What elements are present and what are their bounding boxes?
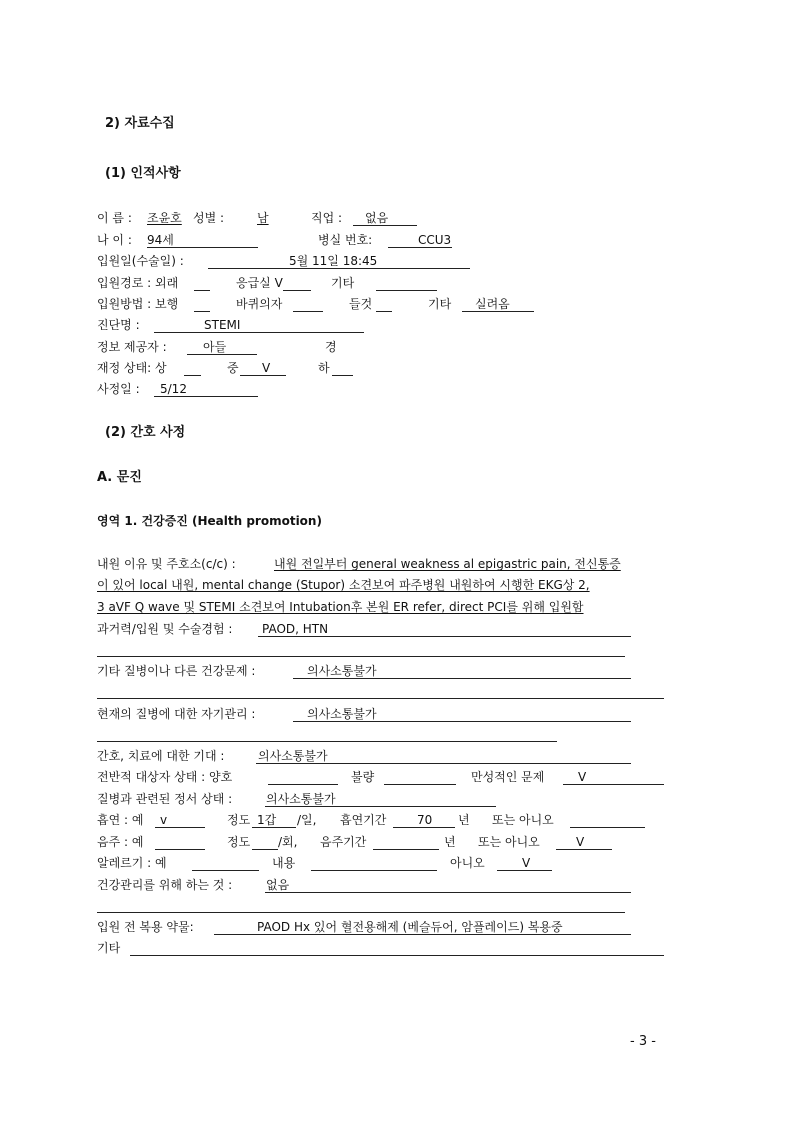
dx-value: STEMI	[204, 318, 241, 332]
drink-year-unit: 년	[444, 835, 456, 849]
section-data-collection: 2) 자료수집	[105, 116, 175, 131]
provider-label: 정보 제공자 :	[97, 340, 167, 354]
cc-line1: 내원 전일부터 general weakness al epigastric pain, 전신통증	[274, 557, 621, 571]
emotion-label: 질병과 관련된 정서 상태 :	[97, 792, 233, 806]
drink-years-label: 음주기간	[320, 835, 367, 849]
emotion-value: 의사소통불가	[266, 792, 336, 806]
admit-date: 5월 11일 18:45	[289, 254, 378, 268]
job-value: 없음	[365, 211, 389, 225]
overall-label: 전반적 대상자 상태 : 양호	[97, 770, 233, 784]
econ-label: 재정 상태: 상	[97, 361, 167, 375]
admit-label: 입원일(수술일) :	[97, 254, 184, 268]
section-interview: A. 문진	[97, 470, 142, 485]
method-stretcher: 들것	[349, 297, 373, 311]
allergy-no-value: V	[522, 856, 531, 870]
sex-value: 남	[257, 211, 269, 225]
meds-label: 입원 전 복용 약물:	[97, 920, 194, 934]
smoke-amount: 1갑	[257, 813, 277, 827]
method-etc-label: 기타	[428, 297, 452, 311]
job-label: 직업 :	[311, 211, 343, 225]
name-label: 이 름 :	[97, 211, 132, 225]
selfcare-label: 현재의 질병에 대한 자기관리 :	[97, 707, 256, 721]
provider-value: 아들	[203, 340, 227, 354]
section-nursing-history: (2) 간호 사정	[105, 425, 186, 440]
route-label: 입원경로 : 외래	[97, 276, 179, 290]
smoke-label: 흡연 : 예	[97, 813, 144, 827]
route-etc: 기타	[331, 276, 355, 290]
room-value: CCU3	[418, 233, 452, 247]
sex-label: 성별 :	[193, 211, 225, 225]
overall-chronic-value: V	[578, 770, 587, 784]
room-label: 병실 번호:	[318, 233, 373, 247]
allergy-no-label: 아니오	[450, 856, 485, 870]
drink-no-value: V	[576, 835, 585, 849]
econ-low: 하	[318, 361, 330, 375]
dx-label: 진단명 :	[97, 318, 140, 332]
drink-label: 음주 : 예	[97, 835, 144, 849]
expect-label: 간호, 치료에 대한 기대 :	[97, 749, 225, 763]
smoke-years-label: 흡연기간	[340, 813, 387, 827]
selfcare-value: 의사소통불가	[307, 707, 377, 721]
method-etc-value: 실려옴	[475, 297, 510, 311]
assess-date: 5/12	[160, 382, 187, 396]
allergy-label: 알레르기 : 예	[97, 856, 167, 870]
econ-mid-value: V	[262, 361, 271, 375]
drink-degree-label: 정도	[227, 835, 251, 849]
provider-extra: 경	[325, 340, 337, 354]
smoke-year-unit: 년	[458, 813, 470, 827]
smoke-years: 70	[417, 813, 433, 827]
cc-line3: 3 aVF Q wave 및 STEMI 소견보여 Intubation후 본원 ER refer, direct PCI를 위해 입원함	[97, 600, 584, 614]
drink-unit: /회,	[278, 835, 298, 849]
section-domain1: 영역 1. 건강증진 (Health promotion)	[97, 514, 322, 528]
smoke-or-no: 또는 아니오	[492, 813, 554, 827]
route-er: 응급실 V	[236, 276, 283, 290]
cc-line2: 이 있어 local 내원, mental change (Stupor) 소견보여 파주병원 내원하여 시행한 EKG상 2,	[97, 578, 590, 592]
age-label: 나 이 :	[97, 233, 132, 247]
method-wheel: 바퀴의자	[236, 297, 283, 311]
smoke-degree-label: 정도	[227, 813, 251, 827]
allergy-content-label: 내용	[272, 856, 296, 870]
overall-chronic: 만성적인 문제	[471, 770, 545, 784]
smoke-yes: v	[160, 813, 168, 827]
method-label: 입원방법 : 보행	[97, 297, 179, 311]
name-value: 조윤호	[147, 211, 182, 225]
assess-label: 사정일 :	[97, 382, 140, 396]
page-number: - 3 -	[630, 1034, 656, 1049]
etc-label: 기타	[97, 941, 121, 955]
age-value: 94세	[147, 233, 174, 247]
overall-bad: 불량	[351, 770, 375, 784]
mgmt-value: 없음	[266, 878, 290, 892]
econ-mid: 중	[227, 361, 239, 375]
cc-label: 내원 이유 및 주호소(c/c) :	[97, 557, 236, 571]
other-label: 기타 질병이나 다른 건강문제 :	[97, 664, 256, 678]
section-personal-info: (1) 인적사항	[105, 166, 181, 181]
meds-value: PAOD Hx 있어 혈전용해제 (베슬듀어, 암플레이드) 복용중	[257, 920, 563, 934]
drink-or-no: 또는 아니오	[478, 835, 540, 849]
smoke-unit: /일,	[297, 813, 317, 827]
past-label: 과거력/입원 및 수술경험 :	[97, 622, 233, 636]
other-value: 의사소통불가	[307, 664, 377, 678]
past-value: PAOD, HTN	[262, 622, 329, 636]
expect-value: 의사소통불가	[258, 749, 328, 763]
mgmt-label: 건강관리를 위해 하는 것 :	[97, 878, 233, 892]
